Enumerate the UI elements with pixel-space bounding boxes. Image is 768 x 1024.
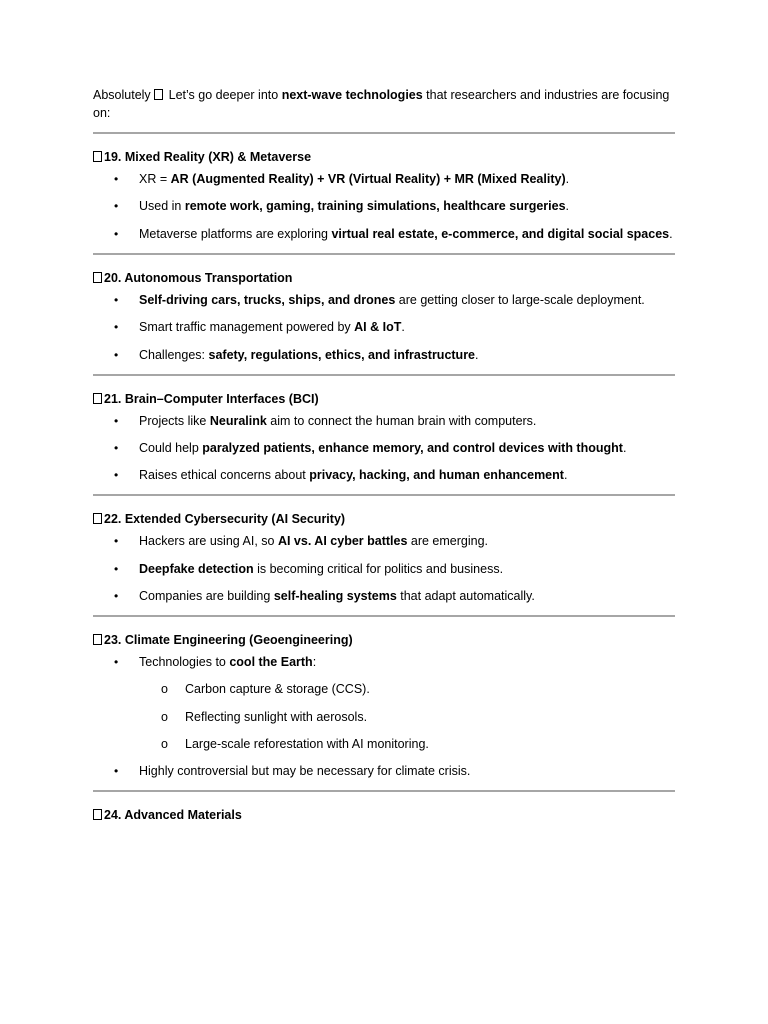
text: . xyxy=(565,199,570,214)
missing-glyph-icon xyxy=(93,151,102,162)
text: aim to connect the human brain with computers. xyxy=(266,413,537,428)
section-title: 22. Extended Cybersecurity (AI Security) xyxy=(104,512,346,527)
section-title: 21. Brain–Computer Interfaces (BCI) xyxy=(104,391,319,406)
bullet-list xyxy=(93,291,675,364)
text: : xyxy=(312,655,317,670)
sub-item-text: Carbon capture & storage (CCS). xyxy=(185,682,370,697)
bold-text: cool the Earth xyxy=(229,655,313,670)
section-heading xyxy=(93,148,675,166)
list-item xyxy=(93,412,675,430)
bullet-icon: • xyxy=(114,347,119,362)
bullet-icon: • xyxy=(114,199,119,214)
horizontal-rule xyxy=(93,132,675,134)
horizontal-rule xyxy=(93,494,675,496)
section-title: 23. Climate Engineering (Geoengineering) xyxy=(104,633,353,648)
bullet-icon: • xyxy=(114,764,119,779)
section xyxy=(93,148,675,243)
section xyxy=(93,390,675,485)
intro-middle: Let’s go deeper into xyxy=(165,88,282,102)
missing-glyph-icon xyxy=(93,513,102,524)
text: Projects like xyxy=(139,413,210,428)
text: is becoming critical for politics and business. xyxy=(253,561,504,576)
bold-text: self-healing systems xyxy=(273,589,397,604)
sub-bullet-icon: o xyxy=(161,709,168,724)
list-item xyxy=(93,587,675,605)
bold-text: privacy, hacking, and human enhancement xyxy=(309,468,564,483)
section xyxy=(93,806,675,824)
text: . xyxy=(565,172,570,186)
text: . xyxy=(401,320,405,335)
horizontal-rule xyxy=(93,374,675,376)
bullet-icon: • xyxy=(114,468,119,483)
bullet-icon: • xyxy=(114,589,119,604)
bold-text: AR (Augmented Reality) + VR (Virtual Reality) + MR (Mixed Reality) xyxy=(170,172,566,186)
text: that adapt automatically. xyxy=(396,589,535,604)
list-item xyxy=(93,346,675,364)
section xyxy=(93,631,675,780)
text: Metaverse platforms are exploring xyxy=(139,226,332,241)
text: . xyxy=(475,347,479,362)
section-title: 19. Mixed Reality (XR) & Metaverse xyxy=(104,150,312,164)
sub-item-text: Reflecting sunlight with aerosols. xyxy=(185,709,368,724)
bullet-list xyxy=(93,412,675,485)
bullet-icon: • xyxy=(114,413,119,428)
missing-glyph-icon xyxy=(93,809,102,820)
text: Highly controversial but may be necessary for climate crisis. xyxy=(139,764,471,779)
bold-text: AI vs. AI cyber battles xyxy=(277,534,408,549)
sub-bullet-list xyxy=(139,680,675,753)
intro-suffix: that researchers and industries are focusing on: xyxy=(93,88,670,120)
section-heading xyxy=(93,390,675,408)
horizontal-rule xyxy=(93,790,675,792)
section-heading xyxy=(93,806,675,824)
text: XR = xyxy=(139,172,171,186)
sub-list-item xyxy=(139,680,675,698)
intro-paragraph xyxy=(93,86,675,122)
sub-list-item xyxy=(139,735,675,753)
section-heading xyxy=(93,510,675,528)
list-item xyxy=(93,197,675,215)
list-item xyxy=(93,439,675,457)
section-heading xyxy=(93,631,675,649)
bold-text: Deepfake detection xyxy=(139,561,254,576)
bullet-icon: • xyxy=(114,226,119,241)
text: . xyxy=(669,226,673,241)
list-item xyxy=(93,318,675,336)
list-item xyxy=(93,532,675,550)
bullet-icon: • xyxy=(114,292,119,307)
sub-list-item xyxy=(139,708,675,726)
text: Hackers are using AI, so xyxy=(139,534,278,549)
section xyxy=(93,510,675,605)
section-title: 24. Advanced Materials xyxy=(104,808,242,823)
bold-text: virtual real estate, e-commerce, and digital social spaces xyxy=(331,226,670,241)
text: . xyxy=(563,468,568,483)
sections-container xyxy=(93,148,675,824)
section-title: 20. Autonomous Transportation xyxy=(104,270,293,285)
intro-bold: next-wave technologies xyxy=(281,88,423,102)
text: Raises ethical concerns about xyxy=(139,468,310,483)
sub-bullet-icon: o xyxy=(161,682,168,697)
text: are getting closer to large-scale deployment. xyxy=(395,292,645,307)
bullet-list xyxy=(93,532,675,605)
text: Challenges: xyxy=(139,347,209,362)
document-page xyxy=(93,86,675,824)
bullet-icon: • xyxy=(114,534,119,549)
section xyxy=(93,269,675,364)
text: Could help xyxy=(139,440,203,455)
bullet-icon: • xyxy=(114,172,119,186)
text: are emerging. xyxy=(407,534,489,549)
missing-glyph-icon xyxy=(93,272,102,283)
bold-text: AI & IoT xyxy=(354,320,402,335)
list-item xyxy=(93,560,675,578)
list-item xyxy=(93,291,675,309)
horizontal-rule xyxy=(93,615,675,617)
bold-text: remote work, gaming, training simulations, healthcare surgeries xyxy=(184,199,566,214)
missing-glyph-icon xyxy=(93,634,102,645)
text: . xyxy=(622,440,627,455)
text: Technologies to xyxy=(139,655,230,670)
list-item xyxy=(93,653,675,753)
sub-bullet-icon: o xyxy=(161,736,168,751)
bold-text: safety, regulations, ethics, and infrastructure xyxy=(208,347,476,362)
bullet-icon: • xyxy=(114,440,119,455)
missing-glyph-icon xyxy=(154,89,163,100)
text: Used in xyxy=(139,199,185,214)
missing-glyph-icon xyxy=(93,393,102,404)
bullet-icon: • xyxy=(114,320,119,335)
bullet-list xyxy=(93,653,675,780)
text: Companies are building xyxy=(139,589,274,604)
list-item xyxy=(93,466,675,484)
bullet-list xyxy=(93,170,675,243)
list-item xyxy=(93,170,675,188)
bullet-icon: • xyxy=(114,561,119,576)
list-item xyxy=(93,225,675,243)
bullet-icon: • xyxy=(114,655,119,670)
text: Smart traffic management powered by xyxy=(139,320,355,335)
section-heading xyxy=(93,269,675,287)
bold-text: Neuralink xyxy=(209,413,267,428)
sub-item-text: Large-scale reforestation with AI monitoring. xyxy=(185,736,429,751)
intro-prefix: Absolutely xyxy=(93,88,155,102)
bold-text: paralyzed patients, enhance memory, and control devices with thought xyxy=(202,440,623,455)
list-item xyxy=(93,762,675,780)
bold-text: Self-driving cars, trucks, ships, and drones xyxy=(139,292,396,307)
horizontal-rule xyxy=(93,253,675,255)
